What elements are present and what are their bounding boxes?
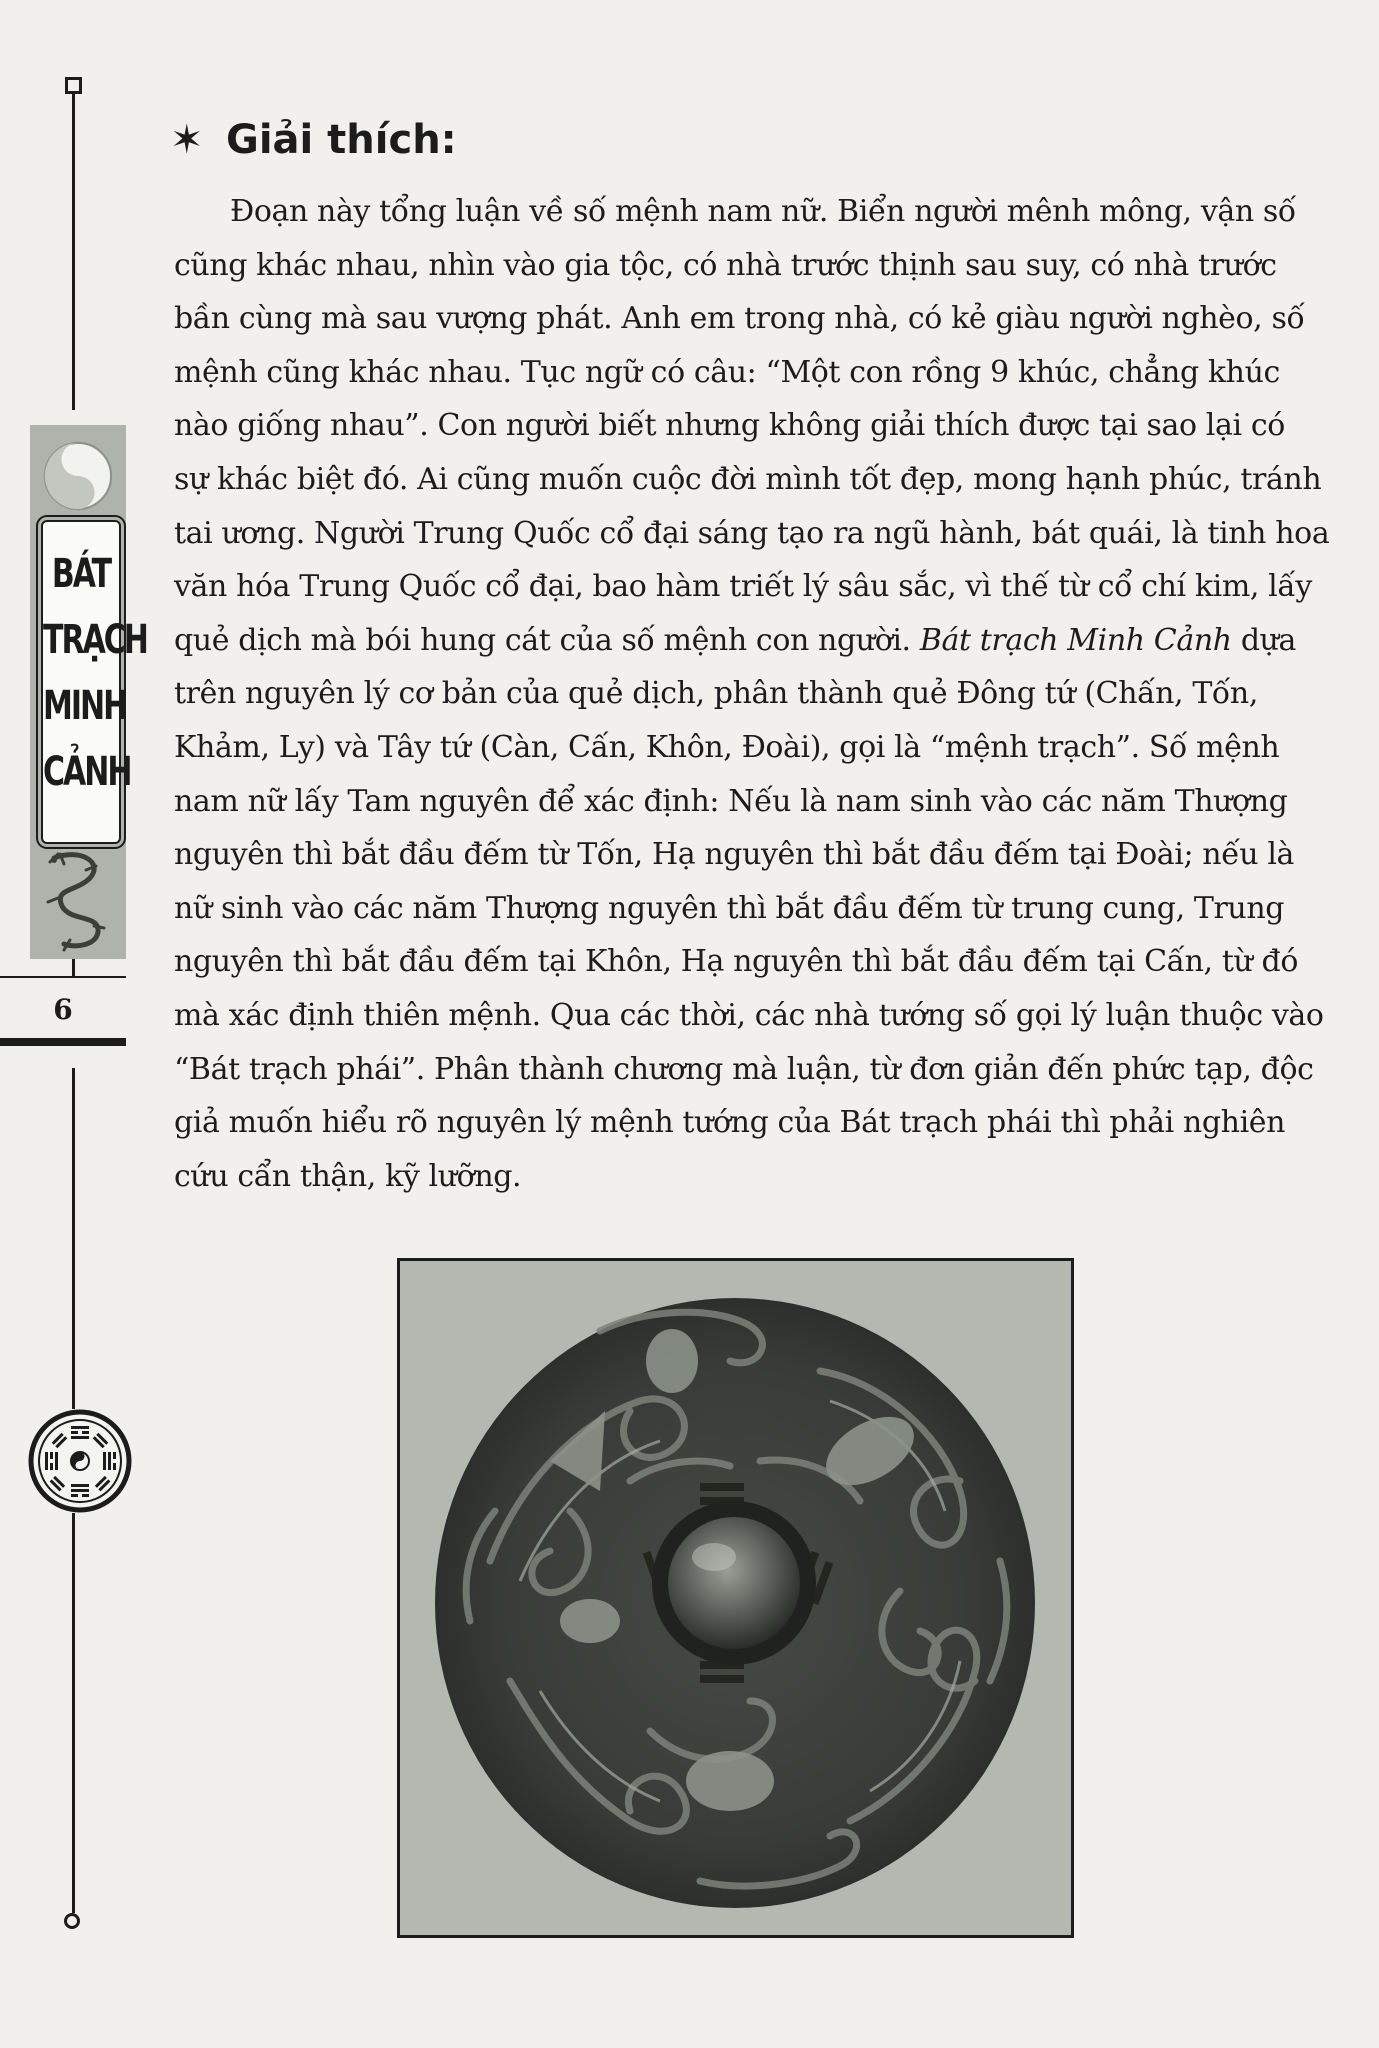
- text-line: sự khác biệt đó. Ai cũng muốn cuộc đời mình tốt đẹp, mong hạnh phúc, tránh: [174, 461, 1322, 497]
- text-line: nữ sinh vào các năm Thượng nguyên thì bắt đầu đếm từ trung cung, Trung: [174, 890, 1285, 926]
- bagua-icon: [28, 1409, 132, 1513]
- text-line: nguyên thì bắt đầu đếm tại Khôn, Hạ nguyên thì bắt đầu đếm tại Cấn, từ đó: [174, 944, 1298, 980]
- bagua-mirror-photo: [397, 1258, 1074, 1938]
- book-title-italic: Bát trạch Minh Cảnh: [919, 622, 1232, 658]
- text-line: mệnh cũng khác nhau. Tục ngữ có câu: “Một con rồng 9 khúc, chẳng khúc: [174, 354, 1280, 390]
- margin-rule-lower: [72, 1068, 75, 1409]
- text-line: “Bát trạch phái”. Phân thành chương mà luận, từ đơn giản đến phức tạp, độc: [174, 1051, 1314, 1087]
- title-line: MINH: [43, 682, 127, 730]
- text-line: nào giống nhau”. Con người biết nhưng không giải thích được tại sao lại có: [174, 408, 1285, 444]
- title-line: TRẠCH: [43, 616, 147, 664]
- yin-yang-icon: [42, 440, 114, 512]
- carved-mirror-illustration: [400, 1261, 1071, 1935]
- star-icon: ✶: [170, 117, 204, 163]
- text-line: cứu cẩn thận, kỹ lưỡng.: [174, 1158, 522, 1194]
- heading-text: Giải thích:: [226, 117, 457, 163]
- title-line: CẢNH: [43, 748, 131, 796]
- text-run: dựa: [1231, 622, 1297, 658]
- folio-rule-top: [0, 976, 126, 978]
- section-heading: [170, 112, 457, 168]
- text-line: bần cùng mà sau vượng phát. Anh em trong nhà, có kẻ giàu người nghèo, số: [174, 301, 1305, 337]
- margin-rule-top: [72, 88, 75, 410]
- rule-end-dot: [64, 1913, 80, 1929]
- title-line: BÁT: [51, 550, 111, 598]
- text-line: giả muốn hiểu rõ nguyên lý mệnh tướng của Bát trạch phái thì phải nghiên: [174, 1105, 1286, 1141]
- folio-rule-bottom: [0, 1038, 126, 1046]
- page-number: 6: [53, 993, 73, 1026]
- text-line: cũng khác nhau, nhìn vào gia tộc, có nhà trước thịnh sau suy, có nhà trước: [174, 247, 1277, 283]
- text-line: Đoạn này tổng luận về số mệnh nam nữ. Biển người mênh mông, vận số: [230, 194, 1296, 229]
- dragon-ornament-icon: [40, 848, 116, 953]
- text-line: nam nữ lấy Tam nguyên để xác định: Nếu là nam sinh vào các năm Thượng: [174, 783, 1288, 819]
- margin-rule-mid: [72, 959, 75, 976]
- text-line: văn hóa Trung Quốc cổ đại, bao hàm triết lý sâu sắc, vì thế từ cổ chí kim, lấy: [174, 569, 1312, 605]
- rule-end-square: [65, 77, 82, 94]
- text-line: Khảm, Ly) và Tây tứ (Càn, Cấn, Khôn, Đoài), gọi là “mệnh trạch”. Số mệnh: [174, 729, 1280, 765]
- vertical-title: [41, 520, 147, 844]
- text-line: mà xác định thiên mệnh. Qua các thời, các nhà tướng số gọi lý luận thuộc vào: [174, 997, 1324, 1033]
- text-line: nguyên thì bắt đầu đếm từ Tốn, Hạ nguyên thì bắt đầu đếm tại Đoài; nếu là: [174, 837, 1295, 873]
- text-line: tai ương. Người Trung Quốc cổ đại sáng tạo ra ngũ hành, bát quái, là tinh hoa: [174, 515, 1330, 551]
- text-line: [174, 614, 1304, 668]
- text-run: quẻ dịch mà bói hung cát của số mệnh con người.: [174, 622, 911, 658]
- body-paragraph: [174, 185, 1330, 1203]
- text-line: trên nguyên lý cơ bản của quẻ dịch, phân thành quẻ Đông tứ (Chấn, Tốn,: [174, 676, 1258, 712]
- margin-rule-bottom: [72, 1513, 75, 1913]
